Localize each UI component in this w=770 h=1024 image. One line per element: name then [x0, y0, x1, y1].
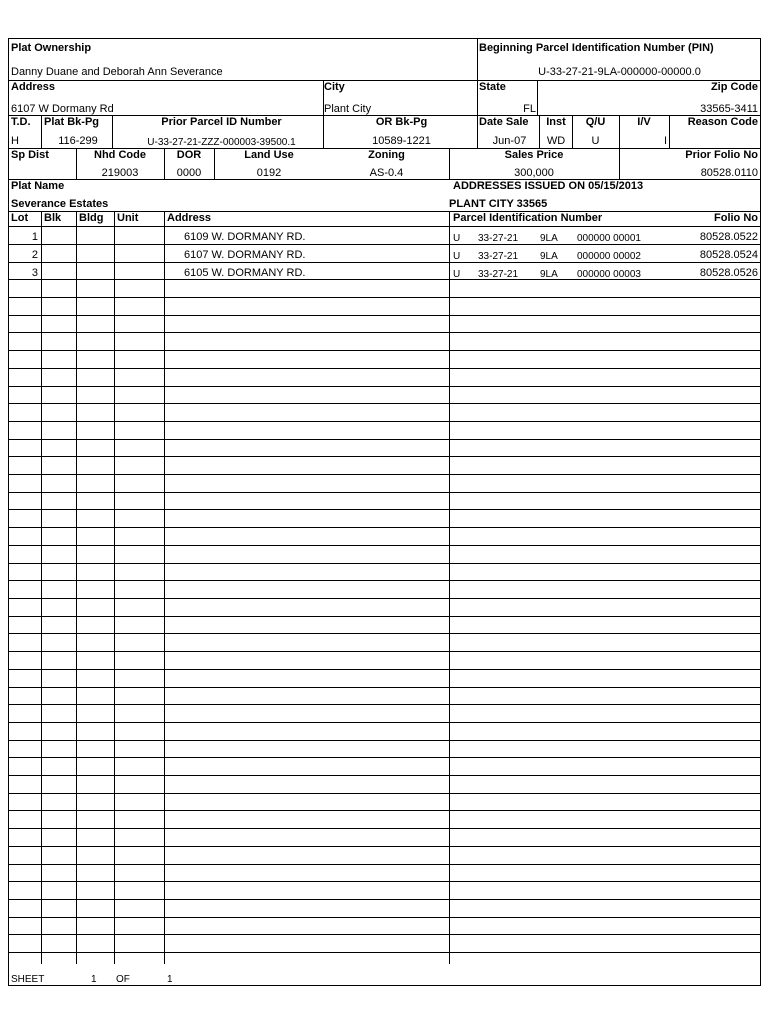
col-lot-header: Lot [11, 212, 29, 224]
grid-hline [9, 527, 760, 528]
iv-label: I/V [637, 116, 651, 128]
reason-code-label: Reason Code [687, 116, 758, 128]
grid-hline [9, 563, 760, 564]
row-folio: 80528.0526 [699, 267, 758, 279]
address-value: 6107 W Dormany Rd [11, 103, 114, 115]
row-pin-sub: 9LA [540, 251, 558, 262]
grid-hline [9, 616, 760, 617]
col-folio-header: Folio No [714, 212, 758, 224]
grid-hline [9, 315, 760, 316]
grid-hline [9, 386, 760, 387]
grid-hline [9, 669, 760, 670]
grid-vline [41, 211, 42, 964]
city-label: City [324, 81, 345, 93]
grid-hline [9, 740, 760, 741]
col-unit-header: Unit [117, 212, 139, 224]
plat-name-value: Severance Estates [11, 198, 109, 210]
addresses-issued: ADDRESSES ISSUED ON 05/15/2013 [453, 180, 644, 192]
grid-hline [9, 580, 760, 581]
platbk-label: Plat Bk-Pg [44, 116, 100, 128]
grid-hline [9, 598, 760, 599]
grid-hline [9, 279, 760, 280]
issued-city: PLANT CITY 33565 [449, 198, 548, 210]
row-pin-number: 000000 00003 [577, 269, 641, 280]
grid-hline [9, 226, 760, 227]
pin-label: Beginning Parcel Identification Number (PIN) [479, 42, 714, 54]
grid-hline [9, 474, 760, 475]
grid-vline [76, 211, 77, 964]
address-label: Address [11, 81, 56, 93]
plat-name-label: Plat Name [11, 180, 65, 192]
grid-hline [9, 775, 760, 776]
grid-hline [9, 368, 760, 369]
grid-hline [9, 350, 760, 351]
grid-hline [9, 456, 760, 457]
inst-label: Inst [546, 116, 566, 128]
grid-hline [9, 297, 760, 298]
sales-price-label: Sales Price [504, 149, 564, 161]
row-pin-sub: 9LA [540, 269, 558, 280]
zoning-label: Zoning [368, 149, 405, 161]
grid-hline [9, 917, 760, 918]
orbk-value: 10589-1221 [372, 135, 431, 147]
row-pin-prefix: U [453, 251, 461, 262]
grid-hline [9, 439, 760, 440]
row-pin-number: 000000 00002 [577, 251, 641, 262]
orbk-label: OR Bk-Pg [375, 116, 428, 128]
grid-hline [9, 545, 760, 546]
col-address-header: Address [167, 212, 212, 224]
grid-hline [9, 899, 760, 900]
grid-hline [9, 651, 760, 652]
grid-hline [9, 492, 760, 493]
grid-hline [9, 633, 760, 634]
inst-value: WD [546, 135, 566, 147]
grid-hline [9, 810, 760, 811]
zoning-value: AS-0.4 [369, 167, 404, 179]
prior-pin-value: U-33-27-21-ZZZ-000003-39500.1 [147, 137, 296, 148]
qu-label: Q/U [585, 116, 606, 128]
grid-hline [9, 509, 760, 510]
grid-hline [9, 262, 760, 263]
row-pin-sub: 9LA [540, 233, 558, 244]
grid-hline [9, 828, 760, 829]
dor-value: 0000 [176, 167, 202, 179]
grid-hline [9, 722, 760, 723]
land-use-value: 0192 [256, 167, 282, 179]
row-pin-prefix: U [453, 269, 461, 280]
td-value: H [11, 135, 19, 147]
zip-value: 33565-3411 [700, 103, 758, 115]
date-sale-value: Jun-07 [492, 135, 527, 147]
row-pin-prefix: U [453, 233, 461, 244]
nhd-code-value: 219003 [101, 167, 139, 179]
date-sale-label: Date Sale [479, 116, 529, 128]
row-address: 6107 W. DORMANY RD. [184, 249, 306, 261]
form-grid [9, 39, 760, 985]
grid-vline [41, 115, 42, 148]
dor-label: DOR [176, 149, 202, 161]
pin-value: U-33-27-21-9LA-000000-00000.0 [538, 66, 701, 78]
sheet-total: 1 [167, 974, 173, 985]
grid-hline [9, 244, 760, 245]
prior-pin-label: Prior Parcel ID Number [161, 116, 282, 128]
qu-value: U [591, 135, 600, 147]
prior-folio-value: 80528.0110 [700, 167, 758, 179]
grid-hline [9, 332, 760, 333]
city-value: Plant City [324, 103, 372, 115]
owner-name: Danny Duane and Deborah Ann Severance [11, 66, 223, 78]
plat-form [8, 38, 761, 986]
grid-hline [9, 864, 760, 865]
sales-price-value: 300,000 [514, 167, 554, 179]
state-label: State [479, 81, 506, 93]
land-use-label: Land Use [244, 149, 294, 161]
col-blk-header: Blk [44, 212, 62, 224]
col-pin-header: Parcel Identification Number [453, 212, 603, 224]
grid-hline [9, 846, 760, 847]
grid-vline [537, 80, 538, 115]
grid-hline [9, 881, 760, 882]
row-folio: 80528.0522 [699, 231, 758, 243]
state-value: FL [523, 103, 536, 115]
plat-ownership-label: Plat Ownership [11, 42, 92, 54]
row-pin-section: 33-27-21 [478, 233, 519, 244]
grid-hline [9, 793, 760, 794]
grid-hline [9, 757, 760, 758]
col-bldg-header: Bldg [79, 212, 104, 224]
grid-vline [112, 115, 113, 148]
row-lot: 2 [31, 249, 38, 261]
row-folio: 80528.0524 [699, 249, 758, 261]
row-lot: 1 [31, 231, 38, 243]
iv-value: I [663, 135, 667, 147]
sheet-number: 1 [91, 974, 97, 985]
prior-folio-label: Prior Folio No [685, 149, 758, 161]
grid-hline [9, 952, 760, 953]
of-label: OF [116, 974, 130, 985]
nhd-code-label: Nhd Code [94, 149, 146, 161]
row-pin-section: 33-27-21 [478, 251, 519, 262]
grid-vline [164, 211, 165, 964]
row-address: 6105 W. DORMANY RD. [184, 267, 306, 279]
grid-vline [449, 211, 450, 964]
td-label: T.D. [11, 116, 31, 128]
row-pin-number: 000000 00001 [577, 233, 641, 244]
grid-hline [9, 421, 760, 422]
row-pin-section: 33-27-21 [478, 269, 519, 280]
sheet-label: SHEET [11, 974, 45, 985]
sp-dist-label: Sp Dist [11, 149, 49, 161]
row-address: 6109 W. DORMANY RD. [184, 231, 306, 243]
platbk-value: 116-299 [58, 135, 98, 147]
grid-hline [9, 934, 760, 935]
zip-label: Zip Code [710, 81, 758, 93]
grid-hline [9, 687, 760, 688]
row-lot: 3 [31, 267, 38, 279]
grid-hline [9, 403, 760, 404]
grid-vline [114, 211, 115, 964]
grid-hline [9, 704, 760, 705]
